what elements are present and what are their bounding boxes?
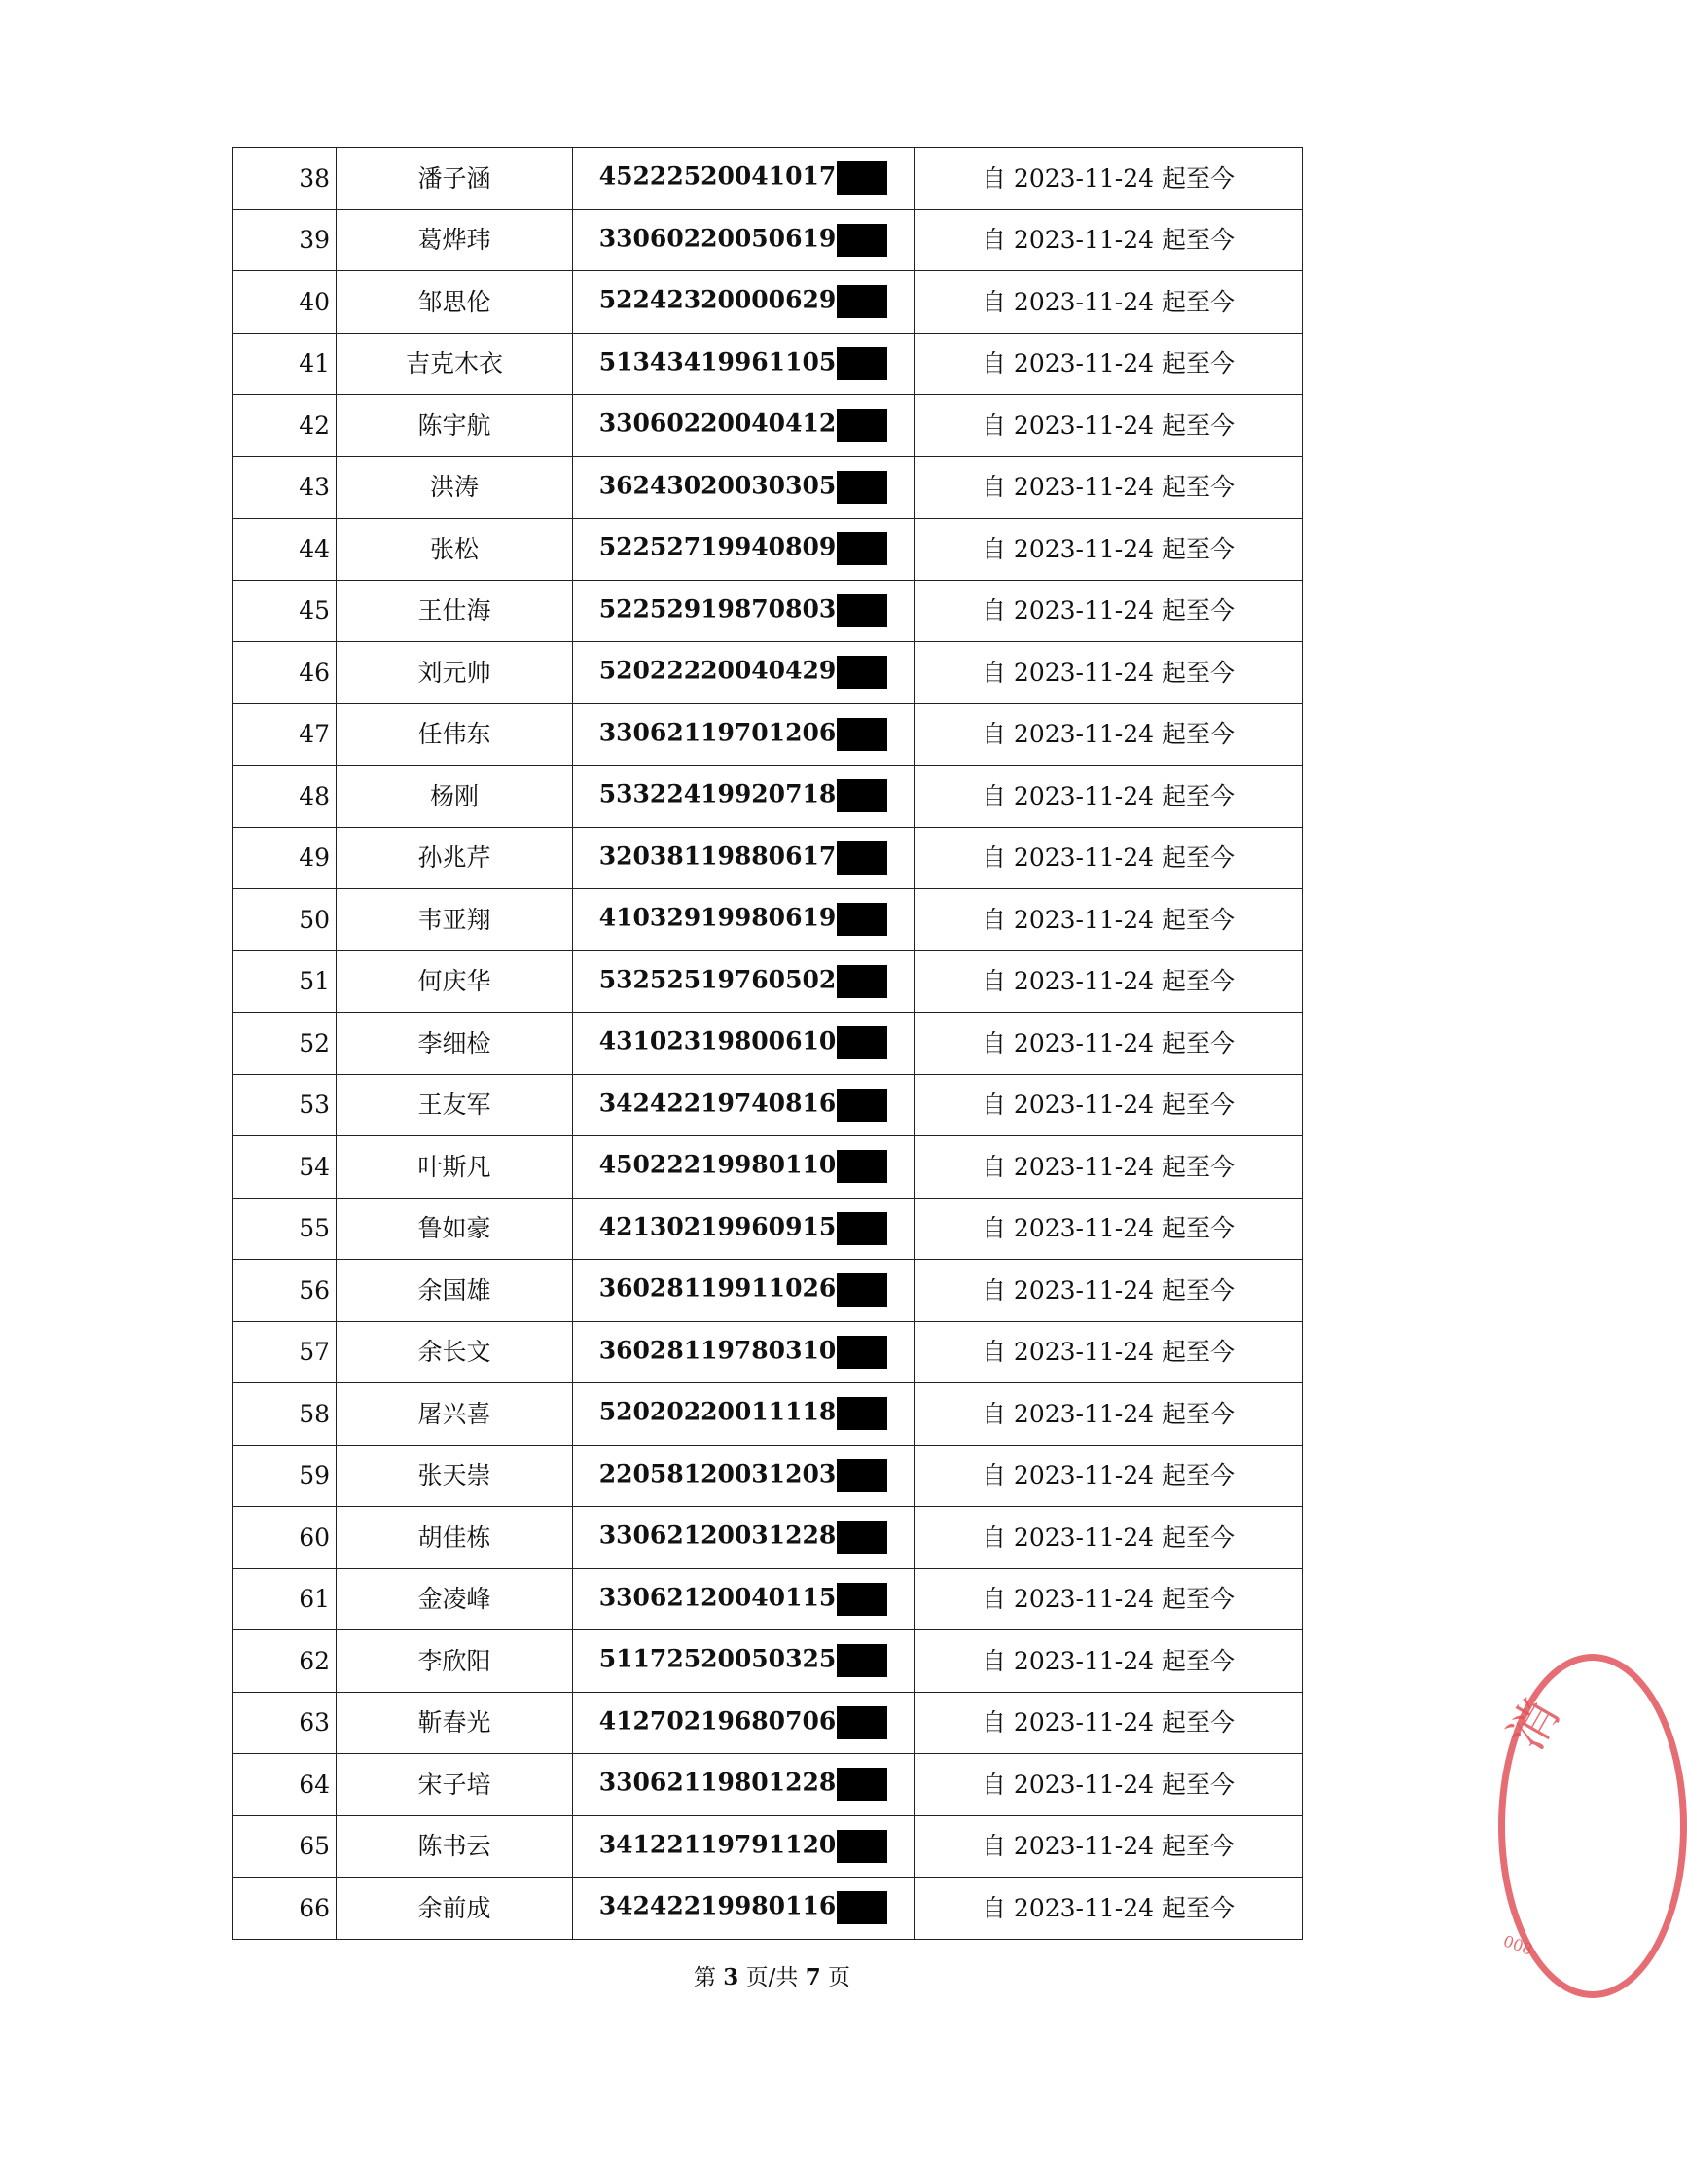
id-number: 52252719940809 (598, 532, 837, 561)
id-number-cell (573, 1136, 915, 1199)
redaction-block (837, 1521, 887, 1554)
row-index: 52 (233, 1013, 337, 1075)
period-cell: 自 2023-11-24 起至今 (915, 766, 1303, 828)
redaction-block (837, 285, 887, 318)
row-index: 47 (233, 703, 337, 766)
row-index: 38 (233, 148, 337, 210)
redaction-block (837, 1891, 887, 1924)
table-row (233, 148, 1303, 210)
row-index: 59 (233, 1445, 337, 1507)
person-name: 鲁如豪 (337, 1198, 573, 1260)
period-cell: 自 2023-11-24 起至今 (915, 1136, 1303, 1199)
redaction-block (837, 965, 887, 998)
period-cell: 自 2023-11-24 起至今 (915, 1198, 1303, 1260)
person-name: 余国雄 (337, 1260, 573, 1322)
table-row (233, 456, 1303, 519)
table-row (233, 1074, 1303, 1136)
period-cell: 自 2023-11-24 起至今 (915, 703, 1303, 766)
row-index: 57 (233, 1321, 337, 1383)
person-name: 张松 (337, 519, 573, 581)
person-name: 韦亚翔 (337, 889, 573, 951)
period-cell: 自 2023-11-24 起至今 (915, 1013, 1303, 1075)
seal-number: 008 (1500, 1931, 1535, 1959)
row-index: 43 (233, 456, 337, 519)
row-index: 63 (233, 1692, 337, 1754)
person-name: 王友军 (337, 1074, 573, 1136)
row-index: 46 (233, 642, 337, 704)
id-number: 33060220040412 (598, 409, 837, 438)
table-row (233, 827, 1303, 889)
id-number-cell (573, 271, 915, 334)
footer-middle: 页/共 (738, 1965, 806, 1990)
redaction-block (837, 1830, 887, 1863)
id-number: 33062119701206 (598, 718, 837, 747)
id-number: 41032919980619 (598, 903, 837, 932)
row-index: 65 (233, 1815, 337, 1878)
id-number: 32038119880617 (598, 841, 837, 871)
id-number: 41270219680706 (598, 1706, 837, 1736)
id-number: 43102319800610 (598, 1026, 837, 1056)
id-number: 52252919870803 (598, 594, 837, 624)
period-cell: 自 2023-11-24 起至今 (915, 580, 1303, 642)
id-number: 52022220040429 (598, 656, 837, 685)
id-number-cell (573, 766, 915, 828)
period-cell: 自 2023-11-24 起至今 (915, 1815, 1303, 1878)
period-cell: 自 2023-11-24 起至今 (915, 271, 1303, 334)
current-page-number: 3 (723, 1964, 739, 1990)
id-number: 33062120031228 (598, 1521, 837, 1550)
id-number-cell (573, 827, 915, 889)
redaction-block (837, 903, 887, 936)
redaction-block (837, 1150, 887, 1183)
table-row (233, 1321, 1303, 1383)
footer-suffix: 页 (820, 1965, 851, 1990)
id-number-cell (573, 1692, 915, 1754)
row-index: 49 (233, 827, 337, 889)
row-index: 55 (233, 1198, 337, 1260)
table-row (233, 271, 1303, 334)
id-number-cell (573, 889, 915, 951)
person-name: 任伟东 (337, 703, 573, 766)
table-row (233, 1013, 1303, 1075)
redaction-block (837, 779, 887, 812)
id-number-cell (573, 1815, 915, 1878)
id-number-cell (573, 1013, 915, 1075)
person-name: 靳春光 (337, 1692, 573, 1754)
person-name: 潘子涵 (337, 148, 573, 210)
person-name: 何庆华 (337, 950, 573, 1013)
person-name: 张天崇 (337, 1445, 573, 1507)
row-index: 62 (233, 1630, 337, 1693)
person-name: 胡佳栋 (337, 1507, 573, 1569)
id-number: 33062119801228 (598, 1768, 837, 1797)
table-row (233, 580, 1303, 642)
person-name: 杨刚 (337, 766, 573, 828)
row-index: 60 (233, 1507, 337, 1569)
id-number-cell (573, 1198, 915, 1260)
redaction-block (837, 1768, 887, 1801)
row-index: 40 (233, 271, 337, 334)
period-cell: 自 2023-11-24 起至今 (915, 1383, 1303, 1446)
id-number: 52242320000629 (598, 285, 837, 314)
id-number-cell (573, 456, 915, 519)
row-index: 53 (233, 1074, 337, 1136)
id-number: 51172520050325 (598, 1644, 837, 1673)
person-name: 叶斯凡 (337, 1136, 573, 1199)
redaction-block (837, 1336, 887, 1369)
person-name: 李欣阳 (337, 1630, 573, 1693)
footer-prefix: 第 (693, 1965, 724, 1990)
person-name: 李细检 (337, 1013, 573, 1075)
id-number: 36028119911026 (598, 1273, 837, 1303)
redaction-block (837, 532, 887, 565)
redaction-block (837, 1089, 887, 1122)
row-index: 50 (233, 889, 337, 951)
id-number: 45022219980110 (598, 1150, 837, 1179)
row-index: 48 (233, 766, 337, 828)
person-name: 余长文 (337, 1321, 573, 1383)
period-cell: 自 2023-11-24 起至今 (915, 1568, 1303, 1630)
redaction-block (837, 1583, 887, 1616)
id-number: 45222520041017 (598, 161, 837, 191)
row-index: 54 (233, 1136, 337, 1199)
redaction-block (837, 471, 887, 504)
table-row (233, 209, 1303, 271)
table-row (233, 1754, 1303, 1816)
period-cell: 自 2023-11-24 起至今 (915, 889, 1303, 951)
row-index: 58 (233, 1383, 337, 1446)
redaction-block (837, 347, 887, 380)
person-name: 邹思伦 (337, 271, 573, 334)
id-number: 51343419961105 (598, 347, 837, 376)
person-name: 陈宇航 (337, 395, 573, 457)
table-row (233, 766, 1303, 828)
table-row (233, 1445, 1303, 1507)
id-number-cell (573, 1568, 915, 1630)
redaction-block (837, 1212, 887, 1245)
redaction-block (837, 1397, 887, 1430)
id-number: 33062120040115 (598, 1583, 837, 1612)
period-cell: 自 2023-11-24 起至今 (915, 642, 1303, 704)
id-number-cell (573, 1630, 915, 1693)
page-footer (0, 1959, 1544, 1991)
row-index: 64 (233, 1754, 337, 1816)
table-row (233, 889, 1303, 951)
table-row (233, 642, 1303, 704)
table-row (233, 1198, 1303, 1260)
table-row (233, 1136, 1303, 1199)
id-number: 36243020030305 (598, 471, 837, 500)
redaction-block (837, 224, 887, 257)
period-cell: 自 2023-11-24 起至今 (915, 1260, 1303, 1322)
id-number: 53252519760502 (598, 965, 837, 994)
person-name: 屠兴喜 (337, 1383, 573, 1446)
row-index: 44 (233, 519, 337, 581)
row-index: 39 (233, 209, 337, 271)
period-cell: 自 2023-11-24 起至今 (915, 1692, 1303, 1754)
period-cell: 自 2023-11-24 起至今 (915, 519, 1303, 581)
id-number-cell (573, 1074, 915, 1136)
total-page-count: 7 (805, 1964, 821, 1990)
id-number: 52020220011118 (598, 1397, 837, 1426)
period-cell: 自 2023-11-24 起至今 (915, 333, 1303, 395)
period-cell: 自 2023-11-24 起至今 (915, 148, 1303, 210)
id-number: 34242219740816 (598, 1089, 837, 1118)
person-name: 吉克木衣 (337, 333, 573, 395)
redaction-block (837, 1026, 887, 1059)
id-number-cell (573, 1321, 915, 1383)
id-number-cell (573, 580, 915, 642)
period-cell: 自 2023-11-24 起至今 (915, 827, 1303, 889)
period-cell: 自 2023-11-24 起至今 (915, 1507, 1303, 1569)
person-name: 刘元帅 (337, 642, 573, 704)
roster-table (232, 147, 1303, 1940)
row-index: 51 (233, 950, 337, 1013)
table-row (233, 1568, 1303, 1630)
id-number-cell (573, 519, 915, 581)
table-row (233, 703, 1303, 766)
person-name: 陈书云 (337, 1815, 573, 1878)
table-row (233, 950, 1303, 1013)
person-name: 葛烨玮 (337, 209, 573, 271)
id-number-cell (573, 1260, 915, 1322)
id-number-cell (573, 148, 915, 210)
period-cell: 自 2023-11-24 起至今 (915, 395, 1303, 457)
period-cell: 自 2023-11-24 起至今 (915, 1754, 1303, 1816)
id-number: 36028119780310 (598, 1336, 837, 1365)
id-number-cell (573, 209, 915, 271)
id-number: 42130219960915 (598, 1212, 837, 1241)
row-index: 42 (233, 395, 337, 457)
period-cell: 自 2023-11-24 起至今 (915, 950, 1303, 1013)
period-cell: 自 2023-11-24 起至今 (915, 456, 1303, 519)
table-row (233, 1692, 1303, 1754)
id-number-cell (573, 395, 915, 457)
redaction-block (837, 1459, 887, 1492)
period-cell: 自 2023-11-24 起至今 (915, 1074, 1303, 1136)
table-row (233, 1878, 1303, 1940)
id-number: 33060220050619 (598, 224, 837, 253)
id-number: 34242219980116 (598, 1891, 837, 1920)
table-row (233, 1815, 1303, 1878)
person-name: 余前成 (337, 1878, 573, 1940)
redaction-block (837, 718, 887, 751)
id-number: 34122119791120 (598, 1830, 837, 1859)
seal-text: 消 (1496, 1689, 1571, 1761)
id-number-cell (573, 333, 915, 395)
redaction-block (837, 841, 887, 875)
person-name: 孙兆芹 (337, 827, 573, 889)
redaction-block (837, 161, 887, 195)
person-name: 王仕海 (337, 580, 573, 642)
row-index: 41 (233, 333, 337, 395)
table-row (233, 333, 1303, 395)
person-name: 洪涛 (337, 456, 573, 519)
table-row (233, 395, 1303, 457)
period-cell: 自 2023-11-24 起至今 (915, 209, 1303, 271)
id-number-cell (573, 1383, 915, 1446)
table-row (233, 519, 1303, 581)
person-name: 宋子培 (337, 1754, 573, 1816)
table-row (233, 1260, 1303, 1322)
redaction-block (837, 594, 887, 627)
person-name: 金凌峰 (337, 1568, 573, 1630)
table-row (233, 1507, 1303, 1569)
row-index: 45 (233, 580, 337, 642)
row-index: 61 (233, 1568, 337, 1630)
id-number-cell (573, 642, 915, 704)
id-number-cell (573, 1445, 915, 1507)
redaction-block (837, 409, 887, 442)
table-row (233, 1383, 1303, 1446)
period-cell: 自 2023-11-24 起至今 (915, 1630, 1303, 1693)
id-number-cell (573, 1754, 915, 1816)
id-number-cell (573, 1507, 915, 1569)
row-index: 66 (233, 1878, 337, 1940)
redaction-block (837, 1273, 887, 1307)
id-number-cell (573, 1878, 915, 1940)
redaction-block (837, 1644, 887, 1677)
period-cell: 自 2023-11-24 起至今 (915, 1445, 1303, 1507)
redaction-block (837, 656, 887, 689)
id-number-cell (573, 950, 915, 1013)
table-row (233, 1630, 1303, 1693)
id-number-cell (573, 703, 915, 766)
period-cell: 自 2023-11-24 起至今 (915, 1878, 1303, 1940)
period-cell: 自 2023-11-24 起至今 (915, 1321, 1303, 1383)
redaction-block (837, 1706, 887, 1739)
id-number: 53322419920718 (598, 779, 837, 808)
row-index: 56 (233, 1260, 337, 1322)
id-number: 22058120031203 (598, 1459, 837, 1488)
